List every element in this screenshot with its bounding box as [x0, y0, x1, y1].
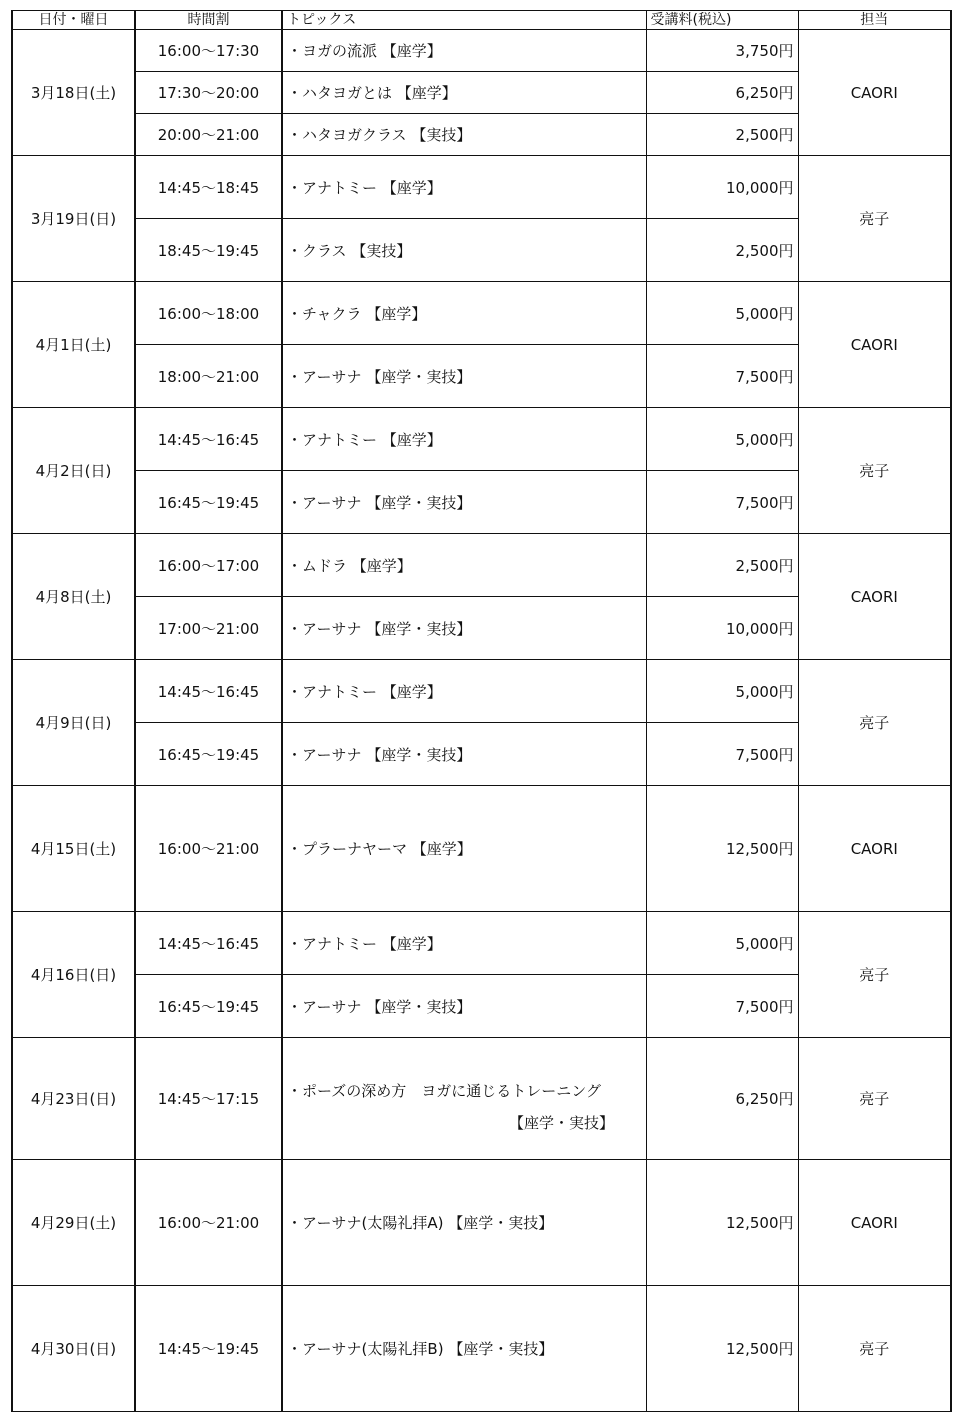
- session-fee: 12,500円: [646, 1286, 798, 1412]
- session-topic: ・ポーズの深め方 ヨガに通じるトレーニング: [287, 1081, 601, 1100]
- session-time: 18:45～19:45: [135, 219, 282, 282]
- day-group: [12, 408, 951, 534]
- header-instructor: 担当: [798, 11, 951, 30]
- session-topic: ・アーサナ 【座学・実技】: [282, 345, 646, 408]
- session-topic: ・アナトミー 【座学】: [282, 660, 646, 723]
- day-group: [12, 1038, 951, 1160]
- session-fee: 5,000円: [646, 660, 798, 723]
- day-group: [12, 912, 951, 1038]
- day-instructor: CAORI: [798, 282, 951, 408]
- session-topic: ・ハタヨガとは 【座学】: [282, 72, 646, 114]
- session-topic: ・クラス 【実技】: [282, 219, 646, 282]
- day-group: [12, 282, 951, 408]
- session-topic: ・アーサナ 【座学・実技】: [282, 471, 646, 534]
- session-topic: ・アーサナ 【座学・実技】: [282, 723, 646, 786]
- session-fee: 7,500円: [646, 471, 798, 534]
- session-fee: 2,500円: [646, 219, 798, 282]
- day-date: 4月23日(日): [12, 1038, 135, 1160]
- day-group: [12, 156, 951, 282]
- session-fee: 7,500円: [646, 975, 798, 1038]
- day-date: 4月15日(土): [12, 786, 135, 912]
- session-time: 16:00～17:30: [135, 30, 282, 72]
- session-fee: 6,250円: [646, 1038, 798, 1160]
- session-time: 16:00～21:00: [135, 786, 282, 912]
- day-instructor: 亮子: [798, 408, 951, 534]
- session-row: [12, 786, 951, 912]
- session-topic: ・アーサナ 【座学・実技】: [282, 975, 646, 1038]
- session-time: 16:45～19:45: [135, 723, 282, 786]
- session-fee: 12,500円: [646, 1160, 798, 1286]
- day-instructor: CAORI: [798, 1160, 951, 1286]
- day-date: 3月19日(日): [12, 156, 135, 282]
- day-date: 4月29日(土): [12, 1160, 135, 1286]
- session-topic: ・アーサナ(太陽礼拝A) 【座学・実技】: [282, 1160, 646, 1286]
- day-group: [12, 786, 951, 912]
- session-fee: 7,500円: [646, 723, 798, 786]
- session-time: 17:30～20:00: [135, 72, 282, 114]
- day-instructor: 亮子: [798, 912, 951, 1038]
- session-time: 14:45～16:45: [135, 408, 282, 471]
- session-fee: 5,000円: [646, 408, 798, 471]
- day-instructor: 亮子: [798, 660, 951, 786]
- session-time: 16:45～19:45: [135, 975, 282, 1038]
- session-topic: ・プラーナヤーマ 【座学】: [282, 786, 646, 912]
- session-row: [12, 408, 951, 471]
- day-group: [12, 660, 951, 786]
- day-group: [12, 534, 951, 660]
- day-date: 4月8日(土): [12, 534, 135, 660]
- session-time: 14:45～19:45: [135, 1286, 282, 1412]
- session-time: 16:45～19:45: [135, 471, 282, 534]
- session-topic: ・ヨガの流派 【座学】: [282, 30, 646, 72]
- day-date: 4月9日(日): [12, 660, 135, 786]
- day-date: 4月1日(土): [12, 282, 135, 408]
- session-fee: 5,000円: [646, 912, 798, 975]
- session-time: 14:45～18:45: [135, 156, 282, 219]
- day-instructor: CAORI: [798, 786, 951, 912]
- session-fee: 5,000円: [646, 282, 798, 345]
- session-row: [12, 534, 951, 597]
- session-fee: 2,500円: [646, 534, 798, 597]
- day-date: 4月30日(日): [12, 1286, 135, 1412]
- session-row: [12, 912, 951, 975]
- session-time: 16:00～18:00: [135, 282, 282, 345]
- header-date: 日付・曜日: [12, 11, 135, 30]
- session-time: 16:00～21:00: [135, 1160, 282, 1286]
- session-topic-continuation: 【座学・実技】: [509, 1113, 615, 1132]
- session-time: 18:00～21:00: [135, 345, 282, 408]
- day-group: [12, 1286, 951, 1412]
- session-topic: ・ハタヨガクラス 【実技】: [282, 114, 646, 156]
- day-group: [12, 1160, 951, 1286]
- session-row: [12, 30, 951, 72]
- session-topic: ・アーサナ(太陽礼拝B) 【座学・実技】: [282, 1286, 646, 1412]
- session-time: 20:00～21:00: [135, 114, 282, 156]
- day-date: 3月18日(土): [12, 30, 135, 156]
- session-topic: ・アナトミー 【座学】: [282, 156, 646, 219]
- session-topic: ・アナトミー 【座学】: [282, 408, 646, 471]
- day-instructor: 亮子: [798, 1286, 951, 1412]
- day-instructor: 亮子: [798, 1038, 951, 1160]
- session-row: [12, 282, 951, 345]
- session-row: [12, 1160, 951, 1286]
- day-date: 4月16日(日): [12, 912, 135, 1038]
- schedule-table: [11, 10, 952, 1412]
- session-fee: 7,500円: [646, 345, 798, 408]
- session-topic: ・チャクラ 【座学】: [282, 282, 646, 345]
- day-instructor: CAORI: [798, 30, 951, 156]
- session-time: 14:45～17:15: [135, 1038, 282, 1160]
- day-instructor: 亮子: [798, 156, 951, 282]
- session-row: [12, 156, 951, 219]
- session-row: [12, 1038, 951, 1160]
- header-row: [12, 11, 951, 30]
- header-time: 時間割: [135, 11, 282, 30]
- session-time: 14:45～16:45: [135, 912, 282, 975]
- header-topic: トピックス: [282, 11, 646, 30]
- session-fee: 3,750円: [646, 30, 798, 72]
- session-fee: 12,500円: [646, 786, 798, 912]
- session-fee: 10,000円: [646, 156, 798, 219]
- session-topic: ・ムドラ 【座学】: [282, 534, 646, 597]
- session-row: [12, 660, 951, 723]
- session-row: [12, 1286, 951, 1412]
- session-time: 17:00～21:00: [135, 597, 282, 660]
- header-fee: 受講料(税込): [646, 11, 798, 30]
- session-topic: ・アーサナ 【座学・実技】: [282, 597, 646, 660]
- day-instructor: CAORI: [798, 534, 951, 660]
- session-topic: ・アナトミー 【座学】: [282, 912, 646, 975]
- session-time: 16:00～17:00: [135, 534, 282, 597]
- day-date: 4月2日(日): [12, 408, 135, 534]
- session-topic-cell: [282, 1038, 646, 1160]
- day-group: [12, 30, 951, 156]
- session-fee: 2,500円: [646, 114, 798, 156]
- session-time: 14:45～16:45: [135, 660, 282, 723]
- session-fee: 10,000円: [646, 597, 798, 660]
- session-fee: 6,250円: [646, 72, 798, 114]
